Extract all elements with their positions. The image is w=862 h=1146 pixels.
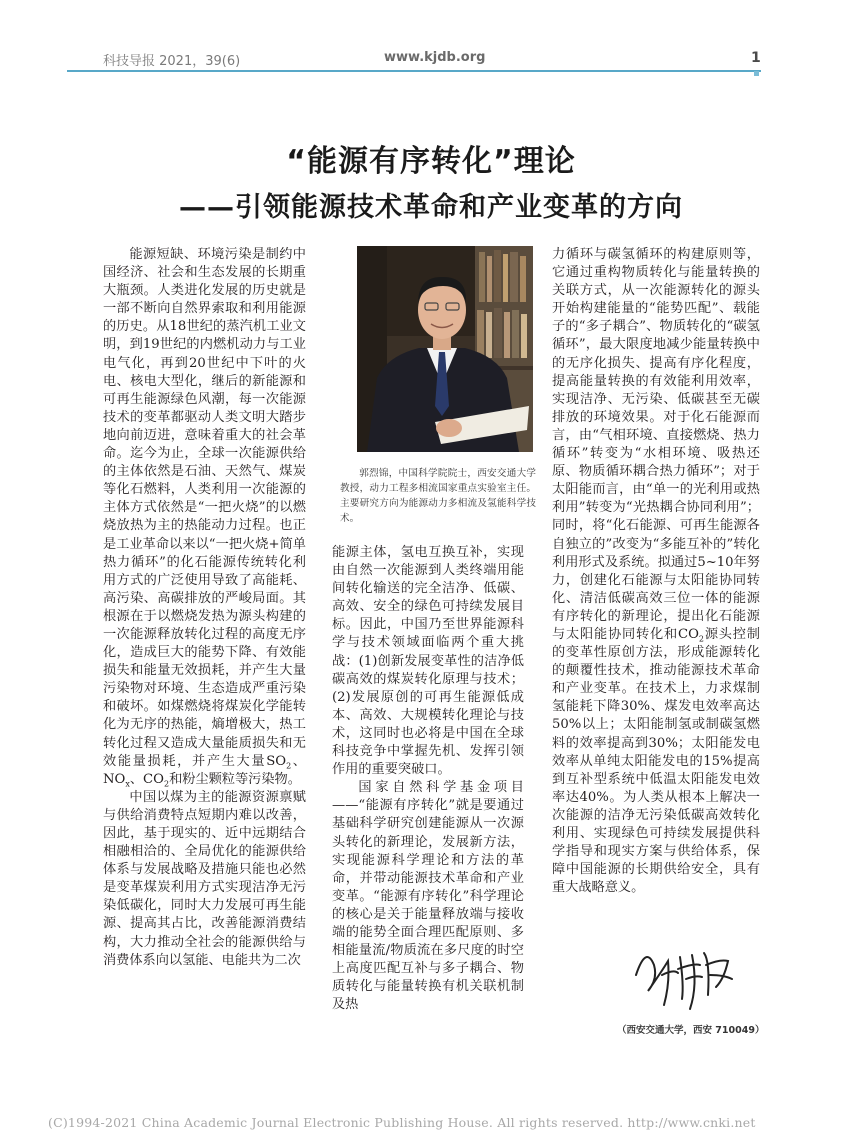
author-signature — [628, 935, 738, 1019]
affiliation: （西安交通大学，西安 710049） — [617, 1025, 765, 1036]
article-title: “能源有序转化”理论 — [286, 144, 576, 179]
text-column-2 — [332, 544, 524, 1014]
page-number: 1 — [751, 50, 761, 66]
paragraph: 国家自然科学基金项目——“能源有序转化”就是要通过基础科学研究创建能源从一次源头转化的新理论，发展新方法，实现能源科学理论和方法的革命，并带动能源技术革命和产业变革。“能源有序转化”科学理论的核心是关于能量释放端与接收端的能势全面合理匹配原则、多相能量流/物质流在多尺度的时空上高度匹配互补与多子耦合、物质转化与能量转换有机关联机制及热 — [332, 780, 524, 1013]
paragraph: 中国以煤为主的能源资源禀赋与供给消费特点短期内难以改善，因此，基于现实的、近中远期结合相融相洽的、全局优化的能源供给体系与发展战略及措施只能也必然是变革煤炭利用方式实现洁净无污染低碳化，同时大力发展可再生能源、提高其占比，改善能源消费结构，大力推动全社会的能源供给与消费体系向以氢能、电能共为二次 — [103, 789, 306, 968]
article-subtitle: ——引领能源技术革命和产业变革的方向 — [179, 192, 683, 223]
paragraph: 能源主体，氢电互换互补，实现由自然一次能源到人类终端用能间转化输送的完全洁净、低碳、高效、安全的绿色可持续发展目标。因此，中国乃至世界能源科学与技术领域面临两个重大挑战：(1)创新发展变革性的洁净低碳高效的煤炭转化原理与技术；(2)发展原创的可再生能源低成本、高效、大规模转化理论与技术，这同时也必将是中国在全球科技竞争中掌握先机、发挥引领作用的重要突破口。 — [332, 545, 524, 778]
copyright-footer: (C)1994-2021 China Academic Journal Electronic Publishing House. All rights reserved. http://www.cnki.net — [48, 1115, 756, 1130]
header-rule — [67, 70, 761, 72]
paragraph: 力循环与碳氢循环的构建原则等，它通过重构物质转化与能量转换的关联方式，从一次能源转化的源头开始构建能量的“能势匹配”、载能子的“多子耦合”、物质转化的“碳氢循环”，最大限度地减少能量转换中的无序化损失、提高有序化程度，提高能量转换的有效能利用效率，实现洁净、无污染、低碳甚至无碳排放的环境效果。对于化石能源而言，由“气相环境、直接燃烧、热力循环”转变为“水相环境、吸热还原、物质循环耦合热力循环”；对于太阳能而言，由“单一的光利用或热利用”转变为“光热耦合协同利用”；同时，将“化石能源、可再生能源各自独立的”改变为“多能互补的”转化利用形式及系统。拟通过5~10年努力，创建化石能源与太阳能协同转化、清洁低碳高效三位一体的能源有序转化的新理论，提出化石能源与太阳能协同转化和$CO_2$源头控制的变革性原创方法，形成能源转化的颠覆性技术，推动能源技术革命和产业变革。在技术上，力求煤制氢能耗下降30%、煤发电效率高达50%以上；太阳能制氢或制碳氢燃料的效率提高到30%；太阳能发电效率从单纯太阳能发电的15%提高到互补型系统中低温太阳能发电效率达40%。为人类从根本上解决一次能源的洁净无污染低碳高效转化利用、实现绿色可持续发展提供科学指导和现实方案与供给体系，保障中国能源的长期供给安全，具有重大战略意义。 — [552, 247, 760, 896]
paragraph: 能源短缺、环境污染是制约中国经济、社会和生态发展的长期重大瓶颈。人类进化发展的历史就是一部不断向自然界索取和利用能源的历史。从18世纪的蒸汽机工业文明，到19世纪的内燃机动力与工业电气化，再到20世纪中下叶的火电、核电大型化，继后的新能源和可再生能源绿色风潮，每一次能源技术的变革都驱动人类文明大踏步地向前迈进，意味着重大的社会革命。迄今为止，全球一次能源供给的主体依然是石油、天然气、煤炭等化石燃料，人类利用一次能源的主体方式依然是“一把火烧”的以燃烧放热为主的热能动力过程。也正是工业革命以来以“一把火烧+简单热力循环”的化石能源传统转化利用方式的广泛使用导致了高能耗、高污染、高碳排放的严峻局面。其根源在于以燃烧发热为源头构建的一次能源释放转化过程的高度无序化，造成巨大的能势下降、有效能损失和能量无效损耗，并产生大量污染物对环境、生态造成严重污染和破坏。如煤燃烧将煤炭化学能转化为无序的热能，熵增极大，热工转化过程又造成大量能质损失和无效能量损耗，并产生大量$SO_2$、$NO_x$、$CO_2$和粉尘颗粒等污染物。 — [103, 247, 306, 789]
photo-caption: 郭烈锦，中国科学院院士，西安交通大学教授，动力工程多相流国家重点实验室主任。主要研究方向为能源动力多相流及氢能科学技术。 — [340, 468, 536, 524]
text-column-3 — [552, 246, 760, 897]
journal-website[interactable]: www.kjdb.org — [384, 50, 486, 65]
journal-citation: 科技导报 2021，39(6) — [103, 54, 241, 69]
header-rule-marker — [754, 71, 759, 76]
text-column-1 — [103, 246, 306, 970]
author-photo — [357, 246, 533, 452]
